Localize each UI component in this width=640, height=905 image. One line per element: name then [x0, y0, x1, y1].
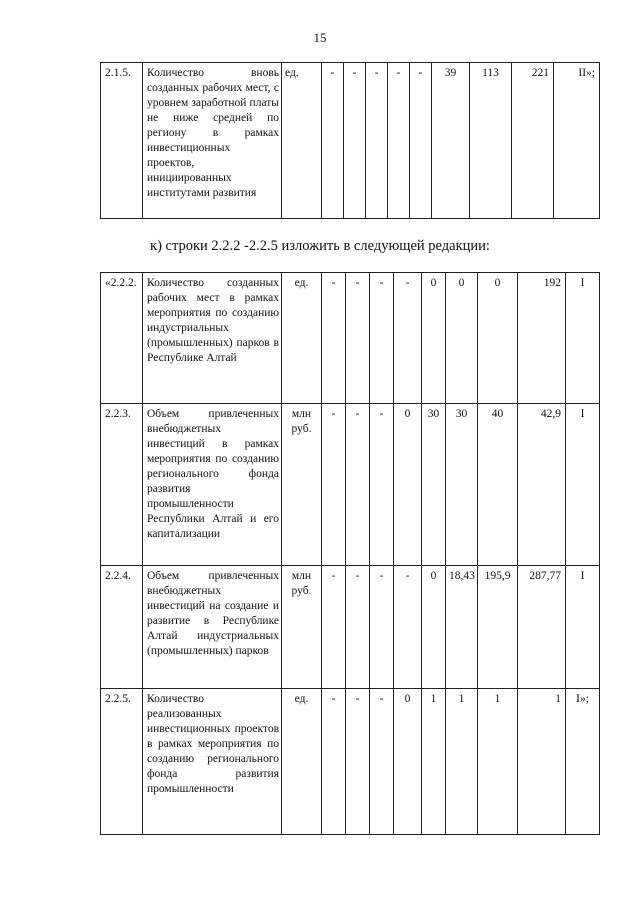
table-indicators-2-1: [100, 62, 600, 219]
row-code: «2.2.2.: [101, 273, 143, 404]
table-row: [101, 63, 600, 219]
row-value: 221: [512, 63, 554, 219]
row-value: -: [322, 689, 346, 835]
row-value: -: [394, 566, 422, 689]
row-description: Количество вновь созданных рабочих мест, с уровнем заработной платы не ниже средней по региону в рамках инвестиционных проектов, инициированных институтами развития: [143, 63, 282, 219]
row-value: 1: [446, 689, 478, 835]
row-value: -: [410, 63, 432, 219]
row-value: 0: [394, 689, 422, 835]
row-unit: ед.: [282, 63, 322, 219]
row-value: 42,9: [518, 404, 566, 566]
row-value: 195,9: [478, 566, 518, 689]
row-code: 2.1.5.: [101, 63, 143, 219]
row-value: 30: [422, 404, 446, 566]
row-code: 2.2.5.: [101, 689, 143, 835]
row-value: 287,77: [518, 566, 566, 689]
section-heading: к) строки 2.2.2 -2.2.5 изложить в следующей редакции:: [150, 238, 490, 254]
table-row: [101, 404, 600, 566]
row-value: 1: [518, 689, 566, 835]
row-value: 0: [446, 273, 478, 404]
row-value: -: [346, 689, 370, 835]
row-value: -: [394, 273, 422, 404]
row-value: 1: [478, 689, 518, 835]
row-value: 18,43: [446, 566, 478, 689]
row-value: -: [322, 404, 346, 566]
row-code: 2.2.4.: [101, 566, 143, 689]
row-description: Количество реализованных инвестиционных проектов в рамках мероприятия по созданию регионального фонда развития промышленности: [143, 689, 282, 835]
row-value: 0: [478, 273, 518, 404]
row-unit: ед.: [282, 689, 322, 835]
row-value: I: [566, 404, 600, 566]
row-value: -: [322, 273, 346, 404]
table-indicators-2-2: [100, 272, 600, 835]
row-value: -: [370, 566, 394, 689]
row-value: I»;: [566, 689, 600, 835]
row-value: I: [566, 566, 600, 689]
row-value: -: [346, 273, 370, 404]
row-value: 30: [446, 404, 478, 566]
row-value: -: [322, 566, 346, 689]
row-value: -: [346, 404, 370, 566]
row-unit: ед.: [282, 273, 322, 404]
row-unit: млн руб.: [282, 404, 322, 566]
row-description: Объем привлеченных внебюджетных инвестиций в рамках мероприятия по созданию регионального фонда развития промышленности Республики Алтай и его капитализации: [143, 404, 282, 566]
row-description: Объем привлеченных внебюджетных инвестиций на создание и развитие в Республике Алтай индустриальных (промышленных) парков: [143, 566, 282, 689]
row-value: -: [322, 63, 344, 219]
row-value: -: [346, 566, 370, 689]
table-row: [101, 689, 600, 835]
row-value: -: [388, 63, 410, 219]
row-value: -: [344, 63, 366, 219]
row-value: 1: [422, 689, 446, 835]
row-value: -: [370, 404, 394, 566]
row-value: 40: [478, 404, 518, 566]
row-code: 2.2.3.: [101, 404, 143, 566]
row-description: Количество созданных рабочих мест в рамках мероприятия по созданию индустриальных (промышленных) парков в Республике Алтай: [143, 273, 282, 404]
row-value: -: [370, 689, 394, 835]
table-row: [101, 566, 600, 689]
row-value: 0: [422, 273, 446, 404]
row-value: 0: [394, 404, 422, 566]
row-value: II»;: [554, 63, 600, 219]
row-unit: млн руб.: [282, 566, 322, 689]
row-value: 0: [422, 566, 446, 689]
row-value: I: [566, 273, 600, 404]
row-value: 113: [470, 63, 512, 219]
row-value: -: [366, 63, 388, 219]
table-row: [101, 273, 600, 404]
row-value: 192: [518, 273, 566, 404]
row-value: -: [370, 273, 394, 404]
row-value: 39: [432, 63, 470, 219]
page-number: 15: [313, 30, 327, 45]
